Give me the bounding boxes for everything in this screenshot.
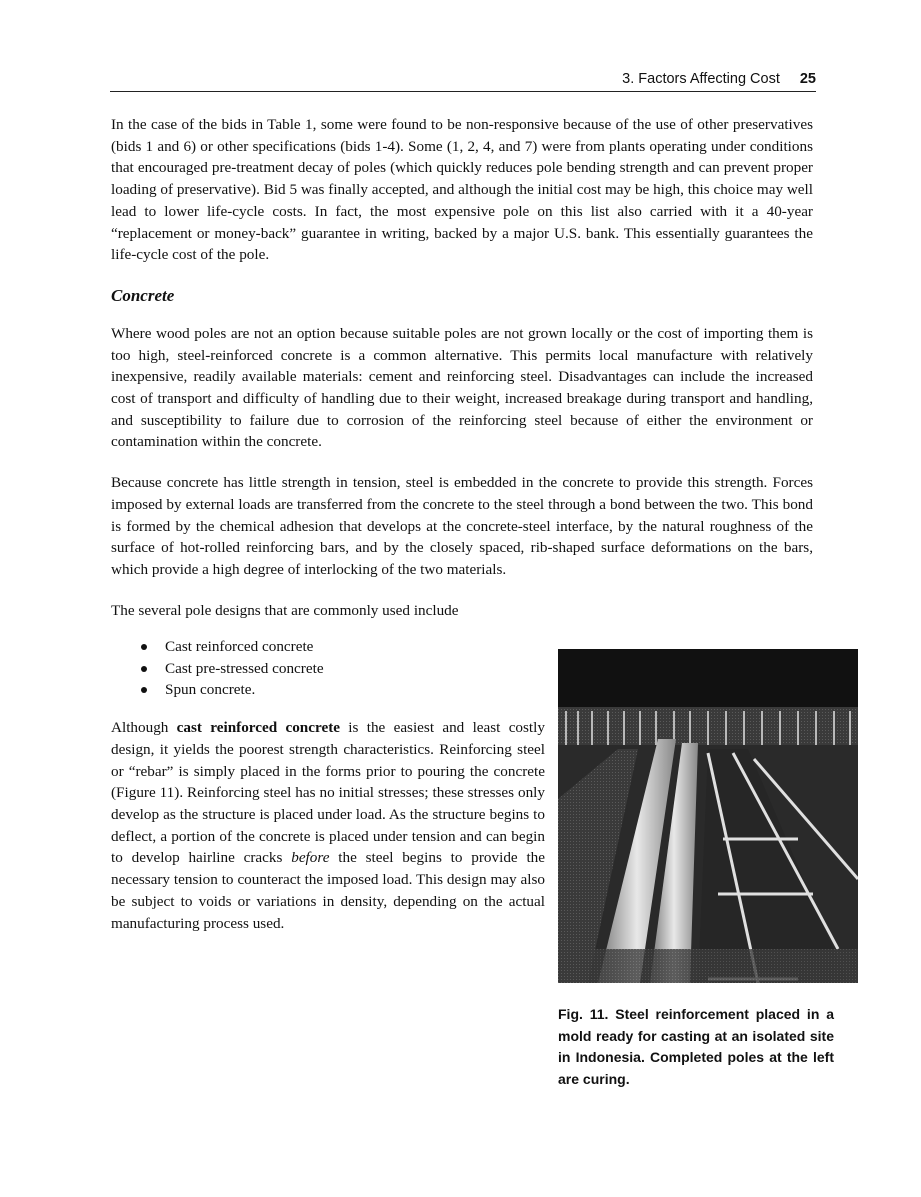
paragraph-bids: In the case of the bids in Table 1, some were found to be non-responsive because of the use of other preservatives (bids 1 and 6) or other specifications (bids 1-4). Some (1, 2, 4, and 7) were from plants operating under conditions that encouraged pre-treatment decay of poles (which quickly reduces pole bending strength and can prevent proper loading of preservative). Bid 5 was finally accepted, and although the initial cost may be high, this choice may well lead to lower life-cycle costs. In fact, the most expensive pole on this list also carried with it a 40-year “replacement or money-back” guarantee in writing, backed by a major U.S. bank. This essentially guarantees the life-cycle cost of the pole. [111,116,813,264]
bold-term: cast reinforced concrete [176,719,341,737]
steel-reinforcement-photo [558,649,858,983]
figure-11 [558,649,860,1090]
text-run: Although [111,719,177,737]
list-item: Cast reinforced concrete [139,636,559,657]
text-run: is the easiest and least costly design, it yields the poorest strength characteristics. Reinforcing steel or “rebar” is simply placed in the forms prior to pouring the concrete (Figure 11). Reinforcing steel has no initial stresses; these stresses only develop as the structure is placed under load. As the structure begins to deflect, a portion of the concrete is placed under tension and can begin to develop hairline cracks [111,719,545,867]
list-item: Cast pre-stressed concrete [139,658,559,679]
section-heading-concrete: Concrete [111,285,175,305]
paragraph-concrete-alternative: Where wood poles are not an option because suitable poles are not grown locally or the cost of importing them is too high, steel-reinforced concrete is a common alternative. This permits local manufacture with relatively inexpensive, readily available materials: cement and reinforcing steel. Disadvantages can include the increased cost of transport and difficulty of handling due to their weight, increased breakage during transport and handling, and susceptibility to failure due to corrosion of the reinforcing steel because of either the environment or contamination within the concrete. [111,324,813,451]
italic-term: before [291,849,330,867]
text-run: the steel begins to provide the necessary tension to counteract the imposed load. This design may also be subject to voids or variations in density, depending on the actual manufacturing process used. [111,849,545,932]
paragraph-cast-reinforced [111,717,545,934]
paragraph-pole-designs-intro: The several pole designs that are commonly used include [111,601,459,619]
pole-design-list [111,636,559,700]
page-number: 25 [799,71,816,87]
running-header [110,70,816,92]
paragraph-concrete-tension: Because concrete has little strength in tension, steel is embedded in the concrete to provide this strength. Forces imposed by external loads are transferred from the concrete to the steel through a bond between the two. This bond is formed by the chemical adhesion that develops at the concrete-steel interface, by the natural roughness of the surface of hot-rolled reinforcing bars, and by the closely spaced, rib-shaped surface deformations on the bars, which provide a high degree of interlocking of the two materials. [111,474,813,578]
figure-caption: Fig. 11. Steel reinforcement placed in a mold ready for casting at an isolated site in Indonesia. Completed poles at the left are curing. [558,1006,834,1087]
chapter-title: 3. Factors Affecting Cost [622,71,780,87]
list-item: Spun concrete. [139,679,559,700]
